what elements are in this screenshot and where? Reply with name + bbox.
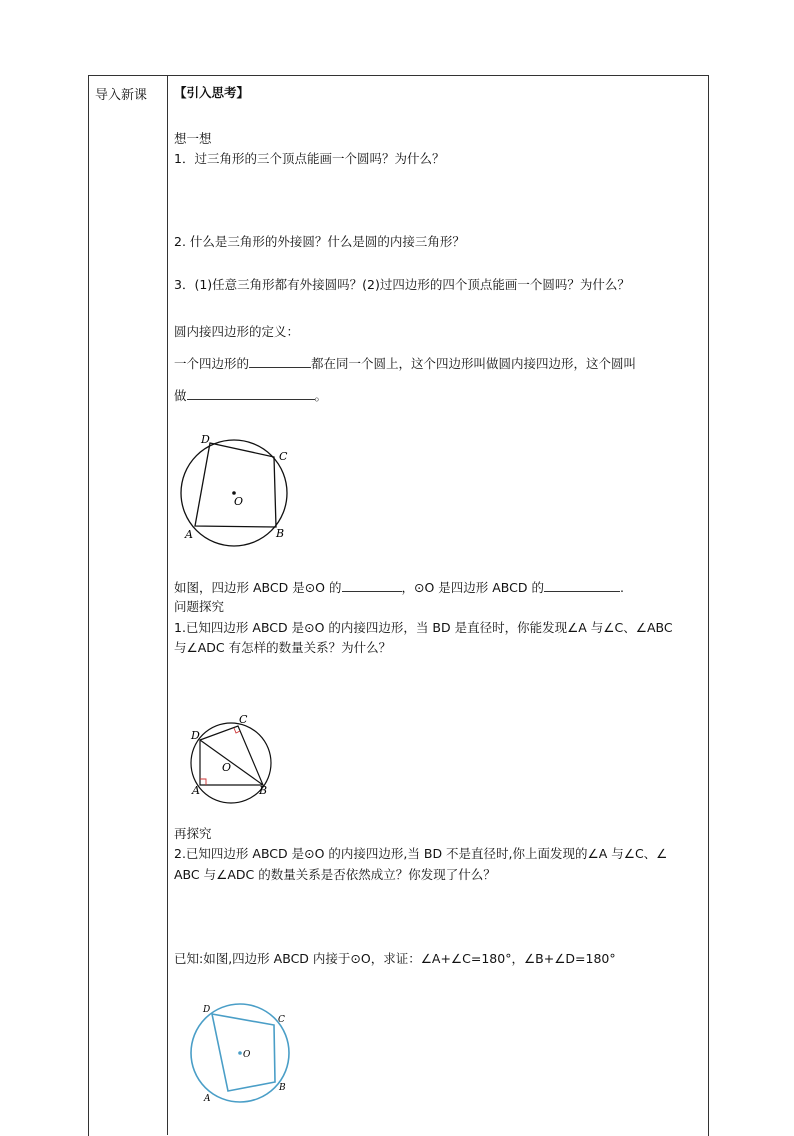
definition-line-2: [174, 386, 327, 405]
heading: 【引入思考】: [174, 85, 250, 100]
definition-line-1: [174, 354, 636, 373]
quadrilateral-abcd: [200, 726, 263, 785]
think-title: 想一想: [174, 131, 212, 146]
answer-blank-1[interactable]: [249, 354, 311, 368]
known-statement: 已知:如图,四边形 ABCD 内接于⊙O，求证：∠A+∠C=180°，∠B+∠D=180°: [174, 951, 616, 966]
label-b: B: [276, 527, 285, 540]
question-1: 1．过三角形的三个顶点能画一个圆吗？为什么？: [174, 151, 445, 166]
explore-title: 问题探究: [174, 599, 225, 614]
label-c: C: [239, 713, 248, 726]
fill-text-a: 如图，四边形 ABCD 是⊙O 的: [174, 580, 342, 595]
explore-question-2-line-2: ABC 与∠ADC 的数量关系是否依然成立？你发现了什么？: [174, 867, 496, 882]
answer-blank-4[interactable]: [544, 578, 620, 592]
quadrilateral-abcd: [195, 443, 276, 527]
label-b: B: [259, 784, 268, 797]
question-3: 3．(1)任意三角形都有外接圆吗？(2)过四边形的四个顶点能画一个圆吗？为什么？: [174, 277, 630, 292]
label-b: B: [279, 1083, 286, 1093]
label-d: D: [201, 433, 210, 446]
label-d: D: [203, 1005, 211, 1015]
label-d: D: [191, 729, 200, 742]
right-angle-a: [200, 779, 206, 785]
explore-question-1-line-2: 与∠ADC 有怎样的数量关系？为什么？: [174, 640, 392, 655]
center-dot: [238, 1051, 242, 1055]
fill-text-b: ，⊙O 是四边形 ABCD 的: [401, 580, 544, 595]
label-o: O: [243, 1050, 251, 1060]
figure-inscribed-quadrilateral-1: [176, 430, 296, 550]
explore-question-2-line-1: 2.已知四边形 ABCD 是⊙O 的内接四边形,当 BD 不是直径时,你上面发现的∠A 与∠C、∠: [174, 846, 668, 861]
fill-in-line: [174, 578, 624, 597]
definition-title: 圆内接四边形的定义：: [174, 324, 300, 339]
label-a: A: [204, 1094, 211, 1104]
label-c: C: [278, 1015, 285, 1025]
figure-diameter-quadrilateral: [186, 712, 286, 802]
figure-inscribed-quadrilateral-2: [186, 998, 301, 1108]
answer-blank-3[interactable]: [342, 578, 402, 592]
table-column-divider: [167, 75, 168, 1135]
definition-text-b: 都在同一个圆上，这个四边形叫做圆内接四边形，这个圆叫: [311, 356, 637, 371]
section-label: 导入新课: [95, 88, 148, 103]
question-2: 2. 什么是三角形的外接圆？什么是圆的内接三角形？: [174, 234, 465, 249]
label-o: O: [234, 495, 244, 508]
explore2-title: 再探究: [174, 826, 212, 841]
definition-text-a: 一个四边形的: [174, 356, 250, 371]
label-o: O: [222, 761, 232, 774]
definition-text-c: 做: [174, 388, 187, 403]
answer-blank-2[interactable]: [187, 386, 315, 400]
label-a: A: [185, 528, 193, 541]
label-a: A: [192, 784, 200, 797]
explore-question-1-line-1: 1.已知四边形 ABCD 是⊙O 的内接四边形，当 BD 是直径时，你能发现∠A 与∠C、∠ABC: [174, 620, 673, 635]
label-c: C: [279, 450, 288, 463]
definition-text-d: 。: [314, 388, 328, 403]
fill-text-c: .: [620, 580, 624, 595]
